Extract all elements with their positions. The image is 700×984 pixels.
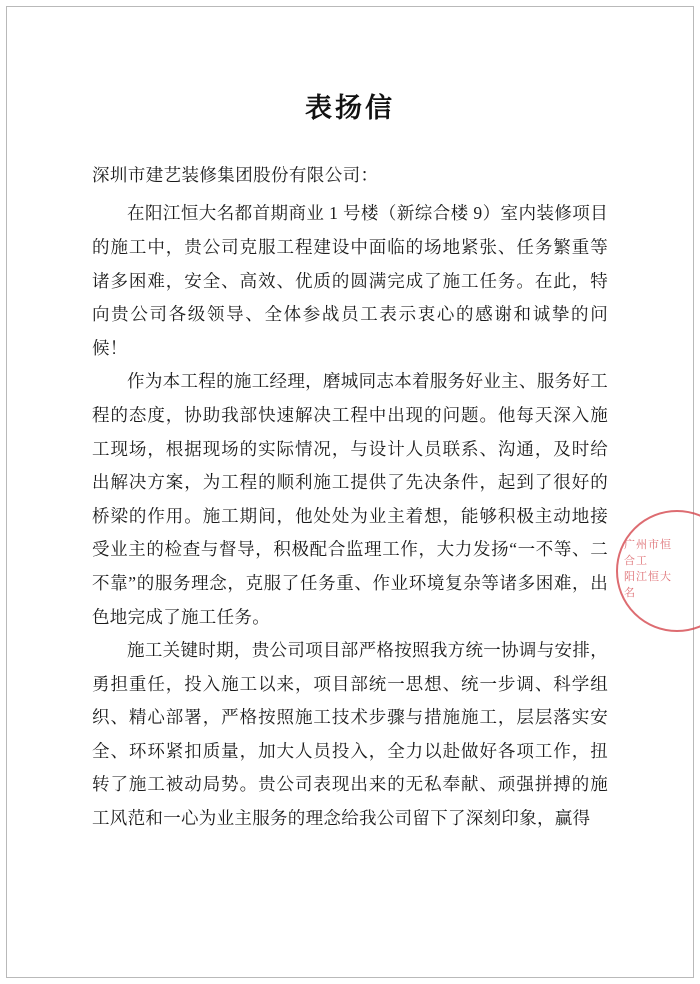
page-title: 表扬信 [305,93,395,123]
stamp-text [624,538,678,602]
red-seal-stamp [616,510,700,632]
salutation: 深圳市建艺装修集团股份有限公司： [92,165,379,185]
paragraph-3: 施工关键时期，贵公司项目部严格按照我方统一协调与安排，勇担重任，投入施工以来，项目部统一思想、统一步调、科学组织、精心部署，严格按照施工技术步骤与措施施工，层层落实安全、环环紧扣质量，加大人员投入，全力以赴做好各项工作，扭转了施工被动局势。贵公司表现出来的无私奉献、顽强拼搏的施工风范和一心为业主服务的理念给我公司留下了深刻印象，赢得 [92,640,608,829]
stamp-line-2: 阳江恒大名 [624,570,672,599]
paragraph-2: 作为本工程的施工经理，磨城同志本着服务好业主、服务好工程的态度，协助我部快速解决工程中出现的问题。他每天深入施工现场，根据现场的实际情况，与设计人员联系、沟通，及时给出解决方案，为工程的顺利施工提供了先决条件，起到了很好的桥梁的作用。施工期间，他处处为业主着想，能够积极主动地接受业主的检查与督导，积极配合监理工作，大力发扬“一不等、二不靠”的服务理念，克服了任务重、作业环境复杂等诸多困难，出色地完成了施工任务。 [92,371,608,627]
stamp-line-1: 广州市恒合工 [624,539,672,567]
paragraph-1: 在阳江恒大名都首期商业 1 号楼（新综合楼 9）室内装修项目的施工中，贵公司克服工程建设中面临的场地紧张、任务繁重等诸多困难，安全、高效、优质的圆满完成了施工任务。在此，特向贵公司各级领导、全体参战员工表示衷心的感谢和诚挚的问候！ [92,203,608,358]
